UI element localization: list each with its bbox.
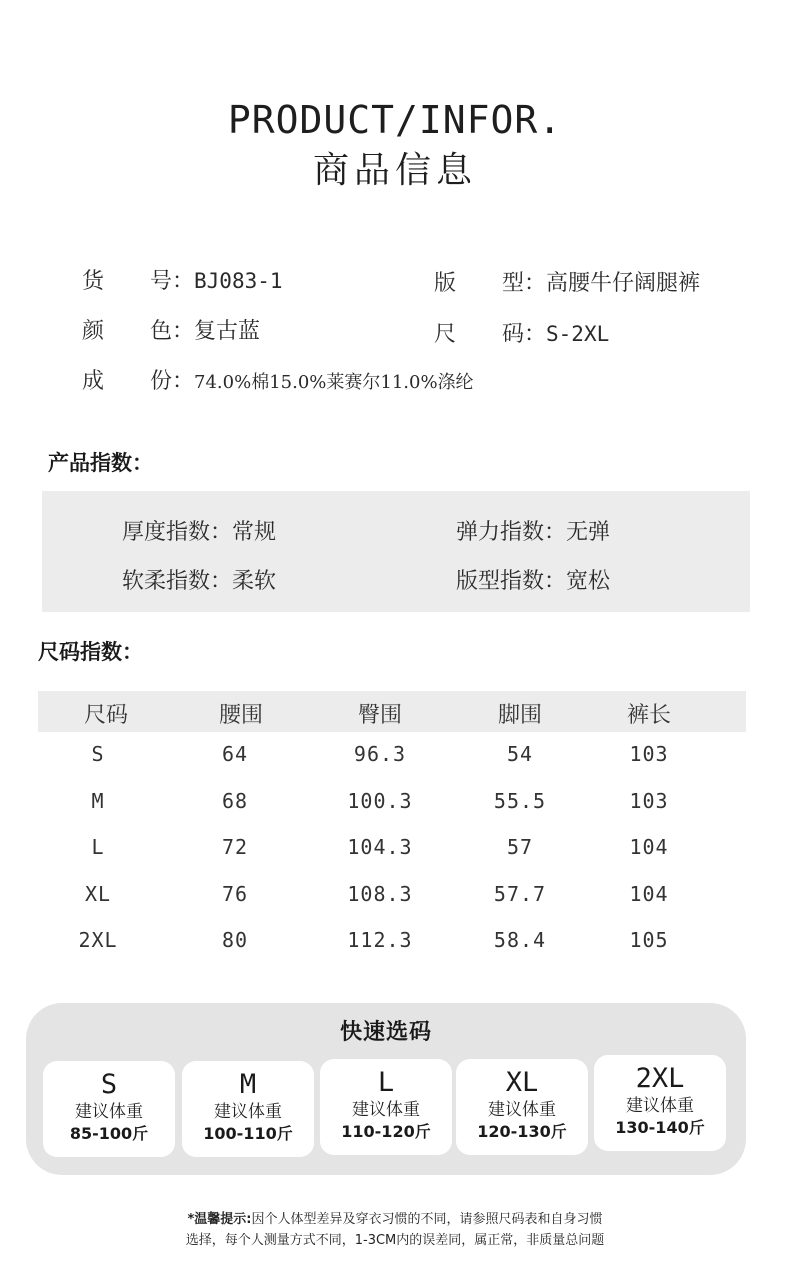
item-number-label-b: 号：	[150, 269, 195, 294]
size-label-b: 码：	[502, 322, 547, 347]
tip-text-1: 因个人体型差异及穿衣习惯的不同，请参照尺码表和自身习惯	[251, 1212, 603, 1227]
elasticity-value: 无弹	[566, 520, 611, 545]
size-card-s[interactable]	[43, 1061, 175, 1157]
tip-text-2: 选择，每个人测量方式不同，1-3CM内的误差同，属正常，非质量总问题	[185, 1233, 605, 1248]
size-range-row	[434, 317, 609, 348]
size-card-m[interactable]	[182, 1061, 314, 1157]
product-index-title: 产品指数：	[48, 451, 153, 475]
card-range: 130-140斤	[615, 1118, 705, 1137]
fit-index-label: 版型指数：	[456, 569, 567, 594]
table-row	[38, 779, 746, 826]
fit-value: 高腰牛仔阔腿裤	[546, 271, 701, 296]
card-size: XL	[505, 1067, 539, 1098]
card-size: M	[239, 1069, 257, 1100]
size-label-a: 尺	[434, 322, 457, 347]
item-number-label-a: 货	[82, 269, 105, 294]
quick-select-title: 快速选码	[339, 1020, 432, 1045]
title-chinese: 商品信息	[312, 150, 477, 191]
cell-length: 104	[629, 881, 669, 906]
cell-leg-opening: 57	[506, 835, 534, 860]
size-card-xl[interactable]	[456, 1059, 588, 1155]
cell-waist: 80	[221, 928, 249, 953]
card-range: 85-100斤	[69, 1124, 149, 1143]
fit-label-a: 版	[434, 271, 457, 296]
title-english: PRODUCT/INFOR.	[227, 98, 563, 142]
card-label: 建议体重	[488, 1100, 556, 1120]
header-waist: 腰围	[218, 703, 264, 728]
cell-hip: 100.3	[347, 788, 413, 813]
fit-index	[456, 564, 610, 595]
item-number-value: BJ083-1	[194, 269, 283, 293]
tip-line-2	[0, 1229, 790, 1248]
softness-value: 柔软	[232, 569, 277, 594]
color-value: 复古蓝	[194, 319, 261, 344]
size-card-l[interactable]	[320, 1059, 452, 1155]
size-table-header	[38, 691, 746, 732]
header-leg-opening: 脚围	[497, 703, 543, 728]
table-row	[38, 872, 746, 919]
cell-leg-opening: 54	[506, 742, 534, 766]
table-row	[38, 732, 746, 779]
tip-prefix: *温馨提示:	[187, 1212, 252, 1227]
cell-length: 104	[629, 835, 669, 860]
cell-waist: 68	[221, 788, 249, 813]
thickness-label: 厚度指数：	[122, 520, 233, 545]
table-row	[38, 918, 746, 965]
cell-hip: 108.3	[347, 881, 413, 906]
card-size: S	[100, 1069, 118, 1100]
color-label-a: 颜	[82, 319, 105, 344]
cell-size: L	[91, 835, 105, 860]
card-size: L	[377, 1067, 395, 1098]
product-index-box	[42, 491, 750, 612]
cell-length: 103	[629, 742, 669, 766]
card-label: 建议体重	[214, 1102, 282, 1122]
card-range: 110-120斤	[341, 1122, 431, 1141]
size-range-value: S-2XL	[546, 322, 610, 346]
composition-row	[82, 364, 474, 395]
thickness-index	[122, 515, 276, 546]
cell-length: 105	[629, 928, 669, 953]
composition-value: 74.0%棉15.0%莱赛尔11.0%涤纶	[194, 372, 474, 393]
item-number-row	[82, 264, 283, 295]
elasticity-label: 弹力指数：	[456, 520, 567, 545]
cell-leg-opening: 57.7	[493, 881, 547, 906]
tip-line-1	[0, 1208, 790, 1227]
softness-index	[122, 564, 276, 595]
color-row	[82, 314, 260, 345]
softness-label: 软柔指数：	[122, 569, 233, 594]
header-hip: 臀围	[357, 703, 403, 728]
cell-waist: 64	[221, 742, 249, 766]
cell-size: 2XL	[78, 928, 118, 953]
fit-row	[434, 266, 700, 297]
header-size: 尺码	[83, 703, 129, 728]
elasticity-index	[456, 515, 610, 546]
size-table	[38, 691, 746, 965]
composition-label-b: 份：	[150, 369, 195, 394]
cell-leg-opening: 58.4	[493, 928, 547, 953]
quick-select-panel	[26, 1003, 746, 1175]
card-label: 建议体重	[626, 1096, 694, 1116]
header-length: 裤长	[626, 703, 672, 728]
card-range: 120-130斤	[477, 1122, 567, 1141]
card-label: 建议体重	[352, 1100, 420, 1120]
cell-size: M	[91, 788, 105, 813]
card-label: 建议体重	[75, 1102, 143, 1122]
size-card-2xl[interactable]	[594, 1055, 726, 1151]
card-range: 100-110斤	[203, 1124, 293, 1143]
fit-index-value: 宽松	[566, 569, 611, 594]
color-label-b: 色：	[150, 319, 195, 344]
cell-hip: 96.3	[353, 742, 407, 766]
size-index-title: 尺码指数：	[38, 640, 143, 664]
cell-waist: 72	[221, 835, 249, 860]
table-row	[38, 825, 746, 872]
cell-hip: 104.3	[347, 835, 413, 860]
card-size: 2XL	[635, 1063, 685, 1094]
composition-label-a: 成	[82, 369, 105, 394]
thickness-value: 常规	[232, 520, 277, 545]
cell-size: S	[91, 742, 105, 766]
cell-leg-opening: 55.5	[493, 788, 547, 813]
fit-label-b: 型：	[502, 271, 547, 296]
cell-length: 103	[629, 788, 669, 813]
cell-size: XL	[84, 881, 112, 906]
cell-waist: 76	[221, 881, 249, 906]
cell-hip: 112.3	[347, 928, 413, 953]
